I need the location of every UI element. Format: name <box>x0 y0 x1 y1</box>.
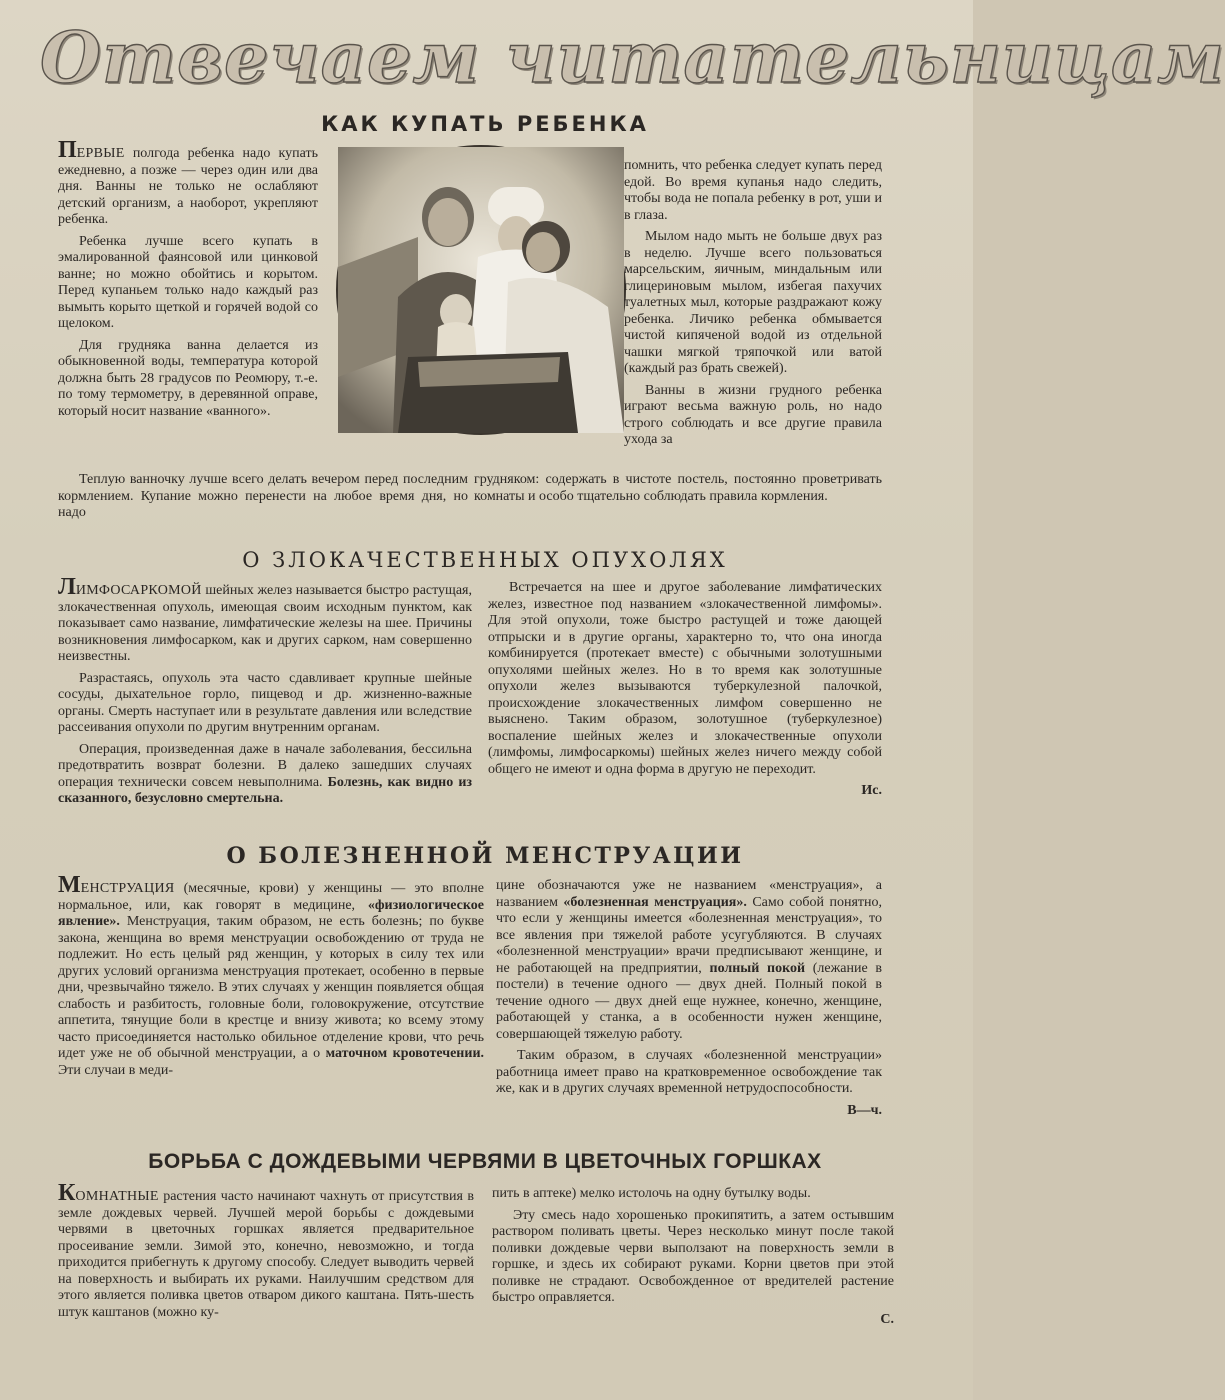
masthead-title: Отвечаем читательницам <box>40 16 1225 99</box>
article-earthworms-right-column <box>492 1186 894 1388</box>
article-title-bathing: КАК КУПАТЬ РЕБЕНКА <box>321 112 649 136</box>
article-bathing-paragraph: ПЕРВЫЕ полгода ребенка надо купать ежедневно, а позже — через один или два дня. Ванны не только не ослабляют детский организм, а наоборот, укрепляют ребенка. <box>58 137 318 227</box>
article-earthworms-paragraph: Эту смесь надо хорошенько прокипятить, а затем остывшим раствором поливать цветы. Через несколько минут после такой поливки дождевые черви выползают на поверхность земли в горшке, и здесь их собирают руками. Корни цветов при этой поливке не страдают. Освобожденное от вредителей растение быстро оправляется. <box>492 1207 894 1305</box>
article-menstruation-right-column <box>496 878 882 1142</box>
article-tumors-left-column <box>58 574 473 835</box>
article-bathing-paragraph: Ребенка лучше всего купать в эмалированной фаянсовой или цинковой ванне; но можно обойтись и корытом. Перед купаньем только надо каждый раз вымыть корыто щеткой и горячей водой со щелоком. <box>58 233 318 331</box>
article-tumors-paragraph: Операция, произведенная даже в начале заболевания, бессильна предотвратить возврат болезни. В далеко зашедших случаях операция технически совсем невыполнима. Болезнь, как видно из сказанного, безусловно смертельна. <box>58 741 473 806</box>
article-tumors-right-column <box>488 580 882 835</box>
article-bathing-left-column <box>58 137 318 471</box>
article-bathing-paragraph: грудняком: содержать в чистоте постель, постоянно проветривать комнаты и особо тщательно соблюдать правила кормления. <box>474 472 882 504</box>
article-bathing-bottom-right <box>474 472 882 524</box>
article-bathing-paragraph: Теплую ванночку лучше всего делать вечером перед последним кормлением. Купание можно перенести на любое время дня, но надо <box>58 472 468 520</box>
article-earthworms-left-column <box>58 1180 474 1388</box>
article-menstruation-signature: В—ч. <box>847 1102 882 1118</box>
article-tumors-paragraph: ЛИМФОСАРКОМОЙ шейных желез называется быстро растущая, злокачественная опухоль, имеющая своим исходным пунктом, как показывает само название, лимфатические железы на шее. Причины возникновения лимфосарком, как и других сарком, нам совершенно неизвестны. <box>58 574 472 664</box>
article-bathing-paragraph: Мылом надо мыть не больше двух раз в неделю. Лучше всего пользоваться марсельским, яичным, миндальным или глицериновым мылом, избегая пахучих туалетных мыл, которые раздражают кожу ребенка. Личико ребенка обмывается чистой кипяченой водой из отдельной чашки мягкой тряпочкой или ватой (каждый раз брать свежей). <box>624 229 882 376</box>
article-menstruation-left-column <box>58 872 485 1142</box>
article-menstruation-paragraph: цине обозначаются уже не названием «менструация», а названием «болезненная менструация». Само собой понятно, что если у женщины имеется «болезненная менструация», то все явления при тяжелой работе усугубляются. В случаях «болезненной менструации» врачи предписывают женщине, и не работающей на предприятии, полный покой (лежание в постели) в течение одного — двух дней. Полный покой в течение одного — двух дней еще нужнее, конечно, женщине, работающей у станка, а в особенности нужен женщине, совершающей тяжелую работу. <box>496 878 882 1042</box>
article-tumors-paragraph: Встречается на шее и другое заболевание лимфатических желез, известное под названием «злокачественной лимфомы». Для этой опухоли, тоже быстро растущей и тоже дающей отпрыски и в другие органы, характерно то, что она иногда комбинируется (протекает вместе) с обычными золотушными опухолями шейных желез. Но в то время как золотушные опухоли желез вызываются туберкулезной палочкой, происхождение злокачественных лимфом совершенно не выяснено. Таким образом, золотушное (туберкулезное) воспаление шейных желез и злокачественные опухоли (лимфомы, лимфосаркомы) шейных желез ничего между собой общего не имеют и одна форма в другую не переходит. <box>488 580 882 777</box>
mother-bathing-child-photo <box>336 145 626 435</box>
drop-cap: М <box>58 872 81 898</box>
article-bathing-bottom-left <box>58 472 468 524</box>
drop-cap: К <box>58 1180 76 1206</box>
article-bathing-paragraph: Ванны в жизни грудного ребенка играют весьма важную роль, но надо строго соблюдать и все другие правила ухода за <box>624 382 882 447</box>
article-title-tumors: О ЗЛОКАЧЕСТВЕННЫХ ОПУХОЛЯХ <box>242 548 728 572</box>
article-earthworms-paragraph: пить в аптеке) мелко истолочь на одну бутылку воды. <box>492 1186 811 1201</box>
article-menstruation-paragraph: Таким образом, в случаях «болезненной менструации» работница имеет право на кратковременное освобождение так же, как и в других случаях временной нетрудоспособности. <box>496 1048 882 1096</box>
article-tumors-signature: Ис. <box>861 783 882 798</box>
article-earthworms-signature: С. <box>880 1311 894 1327</box>
article-title-menstruation: О БОЛЕЗНЕННОЙ МЕНСТРУАЦИИ <box>226 843 744 869</box>
article-earthworms-paragraph: КОМНАТНЫЕ растения часто начинают чахнуть от присутствия в земле дождевых червей. Лучшей мерой борьбы с дождевыми червями в цветочных горшках является предварительное просеивание земли. Зимой это, конечно, невозможно, и тогда приходится прибегнуть к другому способу. Следует выводить червей на поверхность и выбирать их руками. Наилучшим средством для этого является поливка цветов отваром дикого каштана. Пять-шесть штук каштанов (можно ку- <box>58 1180 474 1320</box>
drop-cap: Л <box>58 574 76 600</box>
article-menstruation-paragraph: МЕНСТРУАЦИЯ (месячные, крови) у женщины — это вполне нормальное, или, как говорят в медицине, «физиологическое явление». Менструация, таким образом, не есть болезнь; по букве закона, женщина во время менструации освобождению от труда не подлежит. Но есть целый ряд женщин, у которых в силу тех или других условий организма менструация протекает, особенно в первые дни, чрезвычайно тяжело. В этих случаях у женщин появляется общая слабость и разбитость, головные боли, головокружение, отсутствие аппетита, тянущие боли в крестце и внизу живота; ко всему этому часто присоединяется настолько обильное отделение крови, что речь идет уже не об обычной менструации, а о маточном кровотечении. Эти случаи в меди- <box>58 872 485 1078</box>
article-bathing-paragraph: помнить, что ребенка следует купать перед едой. Во время купанья надо следить, чтобы вода не попала ребенку в рот, уши и в глаза. <box>624 158 882 223</box>
article-tumors-paragraph: Разрастаясь, опухоль эта часто сдавливает крупные шейные сосуды, дыхательное горло, пищевод и др. жизненно-важные органы. Смерть наступает или в результате давления или вследствие рассеивания опухоли по другим внутренним органам. <box>58 670 472 735</box>
drop-cap: П <box>58 137 77 163</box>
article-title-earthworms: БОРЬБА С ДОЖДЕВЫМИ ЧЕРВЯМИ В ЦВЕТОЧНЫХ ГОРШКАХ <box>148 1150 822 1173</box>
article-bathing-paragraph: Для грудняка ванна делается из обыкновенной воды, температура которой должна быть 28 градусов по Реомюру, т.-е. по тому термометру, в деревянной оправе, который носит название «ванного». <box>58 337 318 419</box>
article-bathing-right-column <box>624 158 882 471</box>
